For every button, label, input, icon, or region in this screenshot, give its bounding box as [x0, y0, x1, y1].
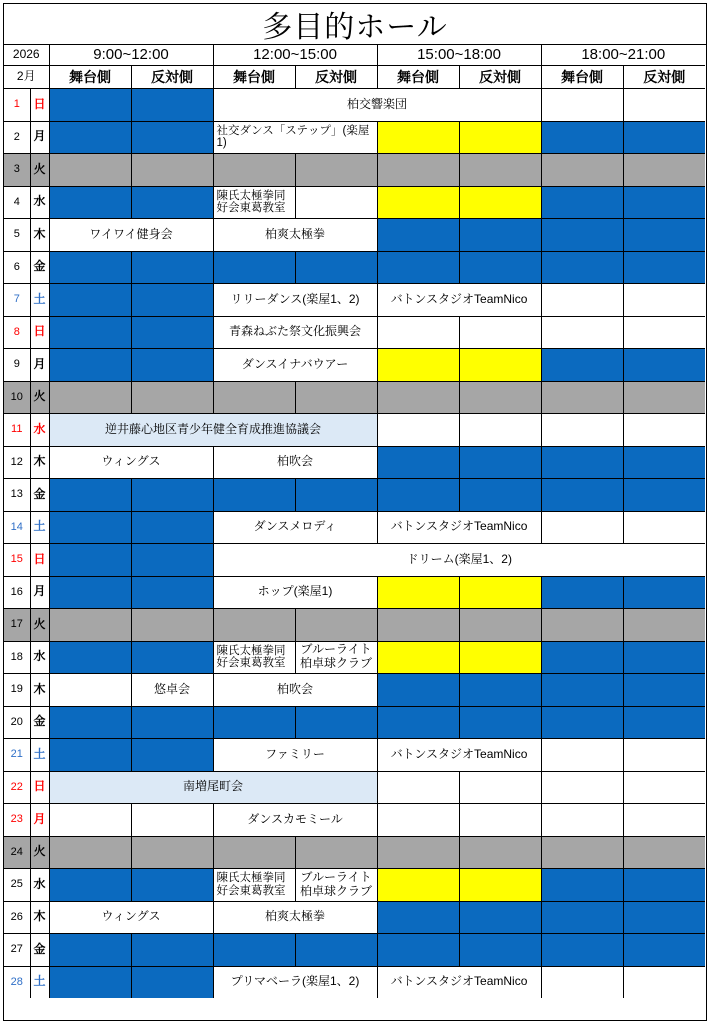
slot-cell [131, 186, 213, 219]
slot-cell [213, 251, 295, 284]
booking-cell: 陳氏太極拳同 好会東葛教室 [213, 641, 295, 674]
slot-cell [49, 381, 131, 414]
weekday-cell: 火 [30, 154, 49, 187]
slot-cell [377, 381, 459, 414]
booking-cell: ウィングス [49, 901, 213, 934]
date-cell: 14 [4, 511, 30, 544]
date-cell: 26 [4, 901, 30, 934]
slot-cell [49, 186, 131, 219]
slot-cell [377, 121, 459, 154]
weekday-cell: 金 [30, 251, 49, 284]
side-header: 舞台側 [213, 66, 295, 89]
slot-cell [623, 219, 705, 252]
slot-cell [623, 414, 705, 447]
side-header: 反対側 [459, 66, 541, 89]
date-cell: 13 [4, 479, 30, 512]
slot-cell [459, 349, 541, 382]
slot-cell [295, 479, 377, 512]
booking-cell: ダンスカモミール [213, 804, 377, 837]
slot-header: 9:00~12:00 [49, 45, 213, 66]
slot-cell [623, 966, 705, 998]
slot-cell [541, 446, 623, 479]
slot-cell [49, 349, 131, 382]
slot-cell [131, 544, 213, 577]
booking-cell: 柏爽太極拳 [213, 901, 377, 934]
weekday-cell: 金 [30, 706, 49, 739]
slot-cell [459, 609, 541, 642]
slot-cell [213, 836, 295, 869]
date-cell: 22 [4, 771, 30, 804]
slot-cell [541, 251, 623, 284]
weekday-cell: 土 [30, 511, 49, 544]
date-cell: 28 [4, 966, 30, 998]
slot-cell [377, 901, 459, 934]
weekday-cell: 日 [30, 316, 49, 349]
slot-cell [295, 609, 377, 642]
slot-cell [623, 446, 705, 479]
slot-cell [623, 186, 705, 219]
date-cell: 9 [4, 349, 30, 382]
slot-cell [541, 901, 623, 934]
weekday-cell: 土 [30, 284, 49, 317]
slot-cell [377, 186, 459, 219]
slot-cell [541, 316, 623, 349]
slot-cell [377, 316, 459, 349]
slot-cell [541, 121, 623, 154]
schedule-table [4, 45, 705, 998]
weekday-cell: 水 [30, 186, 49, 219]
booking-cell: 陳氏太極拳同 好会東葛教室 [213, 186, 295, 219]
table-row [4, 121, 705, 154]
slot-cell [49, 869, 131, 902]
weekday-cell: 火 [30, 609, 49, 642]
slot-cell [623, 804, 705, 837]
table-row [4, 576, 705, 609]
date-cell: 20 [4, 706, 30, 739]
slot-cell [623, 251, 705, 284]
weekday-cell: 水 [30, 869, 49, 902]
weekday-cell: 木 [30, 219, 49, 252]
slot-cell [623, 576, 705, 609]
slot-cell [541, 186, 623, 219]
slot-cell [377, 609, 459, 642]
date-cell: 4 [4, 186, 30, 219]
slot-cell [459, 804, 541, 837]
slot-cell [131, 641, 213, 674]
booking-cell: ウィングス [49, 446, 213, 479]
slot-cell [377, 446, 459, 479]
slot-cell [377, 641, 459, 674]
weekday-cell: 月 [30, 121, 49, 154]
slot-cell [459, 771, 541, 804]
slot-cell [131, 349, 213, 382]
slot-cell [541, 771, 623, 804]
weekday-cell: 木 [30, 674, 49, 707]
booking-cell: 柏吹会 [213, 674, 377, 707]
table-row [4, 414, 705, 447]
date-cell: 7 [4, 284, 30, 317]
weekday-cell: 日 [30, 771, 49, 804]
slot-cell [541, 349, 623, 382]
slot-cell [295, 186, 377, 219]
booking-cell: 悠卓会 [131, 674, 213, 707]
date-cell: 11 [4, 414, 30, 447]
slot-cell [131, 804, 213, 837]
slot-cell [623, 479, 705, 512]
booking-cell: ブルーライト 柏卓球クラブ [295, 641, 377, 674]
slot-cell [49, 511, 131, 544]
side-header: 舞台側 [541, 66, 623, 89]
slot-cell [49, 609, 131, 642]
slot-cell [459, 121, 541, 154]
year-cell: 2026 [4, 45, 49, 66]
table-row [4, 89, 705, 122]
slot-cell [459, 869, 541, 902]
slot-cell [49, 934, 131, 967]
date-cell: 25 [4, 869, 30, 902]
slot-cell [623, 739, 705, 772]
slot-cell [131, 381, 213, 414]
slot-cell [459, 674, 541, 707]
slot-cell [623, 706, 705, 739]
slot-cell [49, 284, 131, 317]
table-row [4, 219, 705, 252]
slot-cell [623, 349, 705, 382]
slot-cell [541, 511, 623, 544]
booking-cell: 社交ダンス「ステップ」(楽屋1) [213, 121, 377, 154]
slot-cell [541, 576, 623, 609]
slot-cell [377, 804, 459, 837]
slot-cell [623, 836, 705, 869]
slot-cell [131, 869, 213, 902]
slot-cell [459, 934, 541, 967]
page-title: 多目的ホール [4, 4, 706, 45]
slot-cell [459, 641, 541, 674]
slot-cell [49, 121, 131, 154]
slot-cell [541, 934, 623, 967]
slot-cell [295, 251, 377, 284]
slot-cell [131, 479, 213, 512]
schedule-sheet [3, 3, 707, 1021]
slot-cell [459, 316, 541, 349]
slot-cell [131, 836, 213, 869]
slot-cell [131, 154, 213, 187]
table-row [4, 511, 705, 544]
slot-cell [377, 414, 459, 447]
slot-cell [49, 836, 131, 869]
date-cell: 15 [4, 544, 30, 577]
date-cell: 5 [4, 219, 30, 252]
table-row [4, 901, 705, 934]
table-row [4, 771, 705, 804]
date-cell: 2 [4, 121, 30, 154]
weekday-cell: 日 [30, 89, 49, 122]
table-row [4, 739, 705, 772]
weekday-cell: 土 [30, 966, 49, 998]
weekday-cell: 水 [30, 414, 49, 447]
table-row [4, 934, 705, 967]
slot-cell [131, 576, 213, 609]
slot-cell [541, 966, 623, 998]
slot-cell [49, 154, 131, 187]
slot-cell [131, 511, 213, 544]
side-header: 舞台側 [377, 66, 459, 89]
slot-cell [459, 381, 541, 414]
slot-cell [377, 934, 459, 967]
slot-header: 15:00~18:00 [377, 45, 541, 66]
slot-cell [623, 121, 705, 154]
table-row [4, 544, 705, 577]
slot-cell [459, 251, 541, 284]
slot-cell [131, 609, 213, 642]
slot-cell [459, 479, 541, 512]
booking-cell: バトンスタジオTeamNico [377, 284, 541, 317]
table-row [4, 251, 705, 284]
slot-cell [131, 934, 213, 967]
date-cell: 3 [4, 154, 30, 187]
slot-cell [541, 479, 623, 512]
table-row [4, 674, 705, 707]
slot-cell [623, 934, 705, 967]
slot-cell [623, 381, 705, 414]
weekday-cell: 土 [30, 739, 49, 772]
date-cell: 8 [4, 316, 30, 349]
booking-cell: ホップ(楽屋1) [213, 576, 377, 609]
slot-cell [49, 641, 131, 674]
slot-cell [377, 771, 459, 804]
slot-cell [459, 414, 541, 447]
slot-cell [377, 349, 459, 382]
slot-cell [623, 316, 705, 349]
slot-cell [213, 609, 295, 642]
slot-cell [49, 966, 131, 998]
weekday-cell: 水 [30, 641, 49, 674]
weekday-cell: 火 [30, 836, 49, 869]
table-row [4, 154, 705, 187]
booking-cell: 陳氏太極拳同 好会東葛教室 [213, 869, 295, 902]
date-cell: 17 [4, 609, 30, 642]
slot-cell [623, 674, 705, 707]
slot-cell [541, 674, 623, 707]
slot-cell [459, 446, 541, 479]
slot-cell [459, 901, 541, 934]
table-row [4, 641, 705, 674]
slot-cell [459, 836, 541, 869]
booking-cell: ブルーライト 柏卓球クラブ [295, 869, 377, 902]
slot-cell [49, 316, 131, 349]
slot-cell [131, 251, 213, 284]
slot-cell [295, 706, 377, 739]
slot-cell [541, 154, 623, 187]
slot-cell [377, 219, 459, 252]
slot-cell [49, 479, 131, 512]
slot-cell [623, 89, 705, 122]
date-cell: 23 [4, 804, 30, 837]
slot-cell [49, 674, 131, 707]
table-row [4, 479, 705, 512]
slot-cell [213, 479, 295, 512]
weekday-cell: 月 [30, 349, 49, 382]
date-cell: 16 [4, 576, 30, 609]
slot-cell [131, 316, 213, 349]
slot-cell [213, 154, 295, 187]
slot-cell [459, 219, 541, 252]
slot-cell [541, 739, 623, 772]
booking-cell: 柏爽太極拳 [213, 219, 377, 252]
table-row [4, 349, 705, 382]
slot-cell [131, 966, 213, 998]
slot-cell [623, 284, 705, 317]
date-cell: 18 [4, 641, 30, 674]
slot-cell [459, 154, 541, 187]
slot-cell [377, 251, 459, 284]
slot-cell [623, 154, 705, 187]
booking-cell: ワイワイ健身会 [49, 219, 213, 252]
booking-cell: ドリーム(楽屋1、2) [213, 544, 705, 577]
table-row [4, 869, 705, 902]
slot-cell [377, 576, 459, 609]
slot-cell [541, 804, 623, 837]
slot-header: 18:00~21:00 [541, 45, 705, 66]
side-header: 反対側 [131, 66, 213, 89]
slot-cell [377, 706, 459, 739]
table-row [4, 316, 705, 349]
slot-cell [377, 869, 459, 902]
slot-cell [213, 706, 295, 739]
slot-cell [49, 739, 131, 772]
booking-cell: 柏吹会 [213, 446, 377, 479]
slot-cell [49, 544, 131, 577]
slot-cell [131, 89, 213, 122]
table-row [4, 284, 705, 317]
slot-cell [131, 706, 213, 739]
slot-cell [623, 901, 705, 934]
slot-cell [541, 641, 623, 674]
slot-cell [49, 706, 131, 739]
slot-cell [459, 706, 541, 739]
table-row [4, 186, 705, 219]
date-cell: 10 [4, 381, 30, 414]
slot-cell [49, 576, 131, 609]
slot-cell [49, 251, 131, 284]
slot-cell [623, 771, 705, 804]
slot-cell [541, 219, 623, 252]
booking-cell: ダンスメロディ [213, 511, 377, 544]
booking-cell: バトンスタジオTeamNico [377, 739, 541, 772]
table-row [4, 446, 705, 479]
weekday-cell: 金 [30, 479, 49, 512]
slot-cell [541, 836, 623, 869]
booking-cell: ダンスイナバウアー [213, 349, 377, 382]
weekday-cell: 月 [30, 804, 49, 837]
weekday-cell: 木 [30, 901, 49, 934]
slot-cell [49, 804, 131, 837]
slot-header: 12:00~15:00 [213, 45, 377, 66]
month-cell: 2月 [4, 66, 49, 89]
slot-cell [623, 641, 705, 674]
slot-cell [541, 706, 623, 739]
slot-cell [541, 609, 623, 642]
slot-cell [541, 89, 623, 122]
booking-cell: バトンスタジオTeamNico [377, 511, 541, 544]
date-cell: 21 [4, 739, 30, 772]
slot-cell [213, 381, 295, 414]
date-cell: 1 [4, 89, 30, 122]
side-header: 反対側 [295, 66, 377, 89]
weekday-cell: 木 [30, 446, 49, 479]
slot-cell [213, 934, 295, 967]
table-row [4, 966, 705, 998]
slot-cell [295, 836, 377, 869]
slot-cell [295, 381, 377, 414]
booking-cell: 逆井藤心地区青少年健全育成推進協議会 [49, 414, 377, 447]
table-row [4, 804, 705, 837]
weekday-cell: 火 [30, 381, 49, 414]
header-row-sides [4, 66, 705, 89]
header-row-slots [4, 45, 705, 66]
table-row [4, 381, 705, 414]
slot-cell [541, 414, 623, 447]
booking-cell: リリーダンス(楽屋1、2) [213, 284, 377, 317]
date-cell: 19 [4, 674, 30, 707]
date-cell: 6 [4, 251, 30, 284]
slot-cell [131, 121, 213, 154]
slot-cell [623, 609, 705, 642]
slot-cell [131, 739, 213, 772]
slot-cell [623, 869, 705, 902]
slot-cell [377, 674, 459, 707]
table-row [4, 706, 705, 739]
booking-cell: 柏交響楽団 [213, 89, 541, 122]
date-cell: 12 [4, 446, 30, 479]
slot-cell [377, 479, 459, 512]
slot-cell [623, 511, 705, 544]
table-row [4, 609, 705, 642]
booking-cell: 南増尾町会 [49, 771, 377, 804]
weekday-cell: 日 [30, 544, 49, 577]
slot-cell [131, 284, 213, 317]
slot-cell [49, 89, 131, 122]
slot-cell [377, 836, 459, 869]
date-cell: 24 [4, 836, 30, 869]
booking-cell: ファミリー [213, 739, 377, 772]
side-header: 舞台側 [49, 66, 131, 89]
slot-cell [541, 869, 623, 902]
slot-cell [459, 186, 541, 219]
slot-cell [295, 934, 377, 967]
weekday-cell: 月 [30, 576, 49, 609]
weekday-cell: 金 [30, 934, 49, 967]
slot-cell [541, 381, 623, 414]
slot-cell [459, 576, 541, 609]
slot-cell [295, 154, 377, 187]
side-header: 反対側 [623, 66, 705, 89]
booking-cell: 青森ねぶた祭文化振興会 [213, 316, 377, 349]
booking-cell: プリマベーラ(楽屋1、2) [213, 966, 377, 998]
booking-cell: バトンスタジオTeamNico [377, 966, 541, 998]
slot-cell [541, 284, 623, 317]
table-row [4, 836, 705, 869]
slot-cell [377, 154, 459, 187]
date-cell: 27 [4, 934, 30, 967]
